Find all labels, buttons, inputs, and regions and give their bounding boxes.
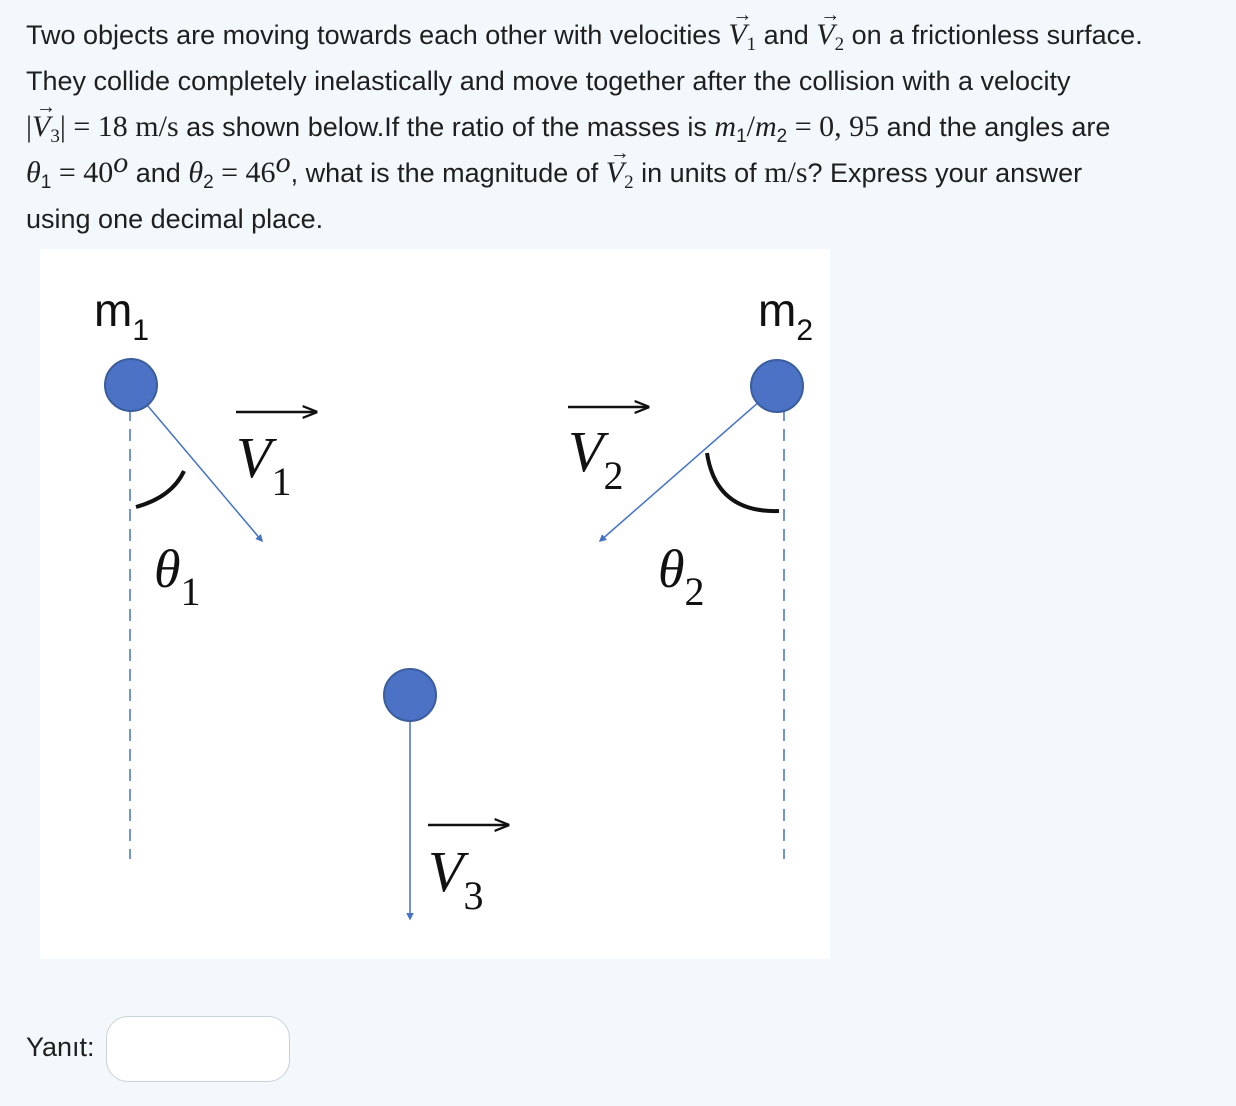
v3-label: $V_3$ (428, 839, 484, 918)
vector-v3: → $V_3$ (32, 104, 60, 150)
mass-1-label: $m_1$ (94, 284, 150, 347)
theta2-arc (707, 453, 779, 511)
collision-diagram (40, 249, 830, 959)
answer-input[interactable] (106, 1016, 290, 1082)
question-line-1: Two objects are moving towards each other with velocities → $V_1$ and → $V_2$ on a frictionless surface. (26, 12, 1226, 58)
diagram-svg (40, 249, 830, 959)
v2-label: $V_2$ (568, 419, 624, 498)
question-line-5: using one decimal place. (26, 204, 324, 234)
v2-arrow (600, 387, 776, 541)
theta1-label: $\theta_1$ (154, 539, 201, 614)
theta2-label: $\theta_2$ (658, 539, 705, 614)
mass-1-ball (105, 359, 157, 411)
question-text (26, 12, 1226, 242)
mass-2-label: $m_2$ (758, 284, 814, 347)
combined-mass-ball (384, 669, 436, 721)
vector-v2: → $V_2$ (816, 12, 844, 58)
question-line-4: $\theta_1 = 40^o$ and $\theta_2 = 46^o$, what is the magnitude of → $V_2$ in units of m/s? Express your answer (26, 150, 1226, 196)
mass-2-ball (751, 360, 803, 412)
question-line-2: They collide completely inelastically and move together after the collision with a velocity (26, 66, 1071, 96)
vector-v1: → $V_1$ (728, 12, 756, 58)
answer-label: Yanıt: (26, 1032, 95, 1062)
question-line-3: |→ $V_3| = 18$ m/s as shown below.If the ratio of the masses is $m_1/m_2 = 0$, 95 and the angles are (26, 104, 1226, 150)
theta1-arc (136, 471, 184, 507)
v1-label: $V_1$ (236, 425, 292, 504)
